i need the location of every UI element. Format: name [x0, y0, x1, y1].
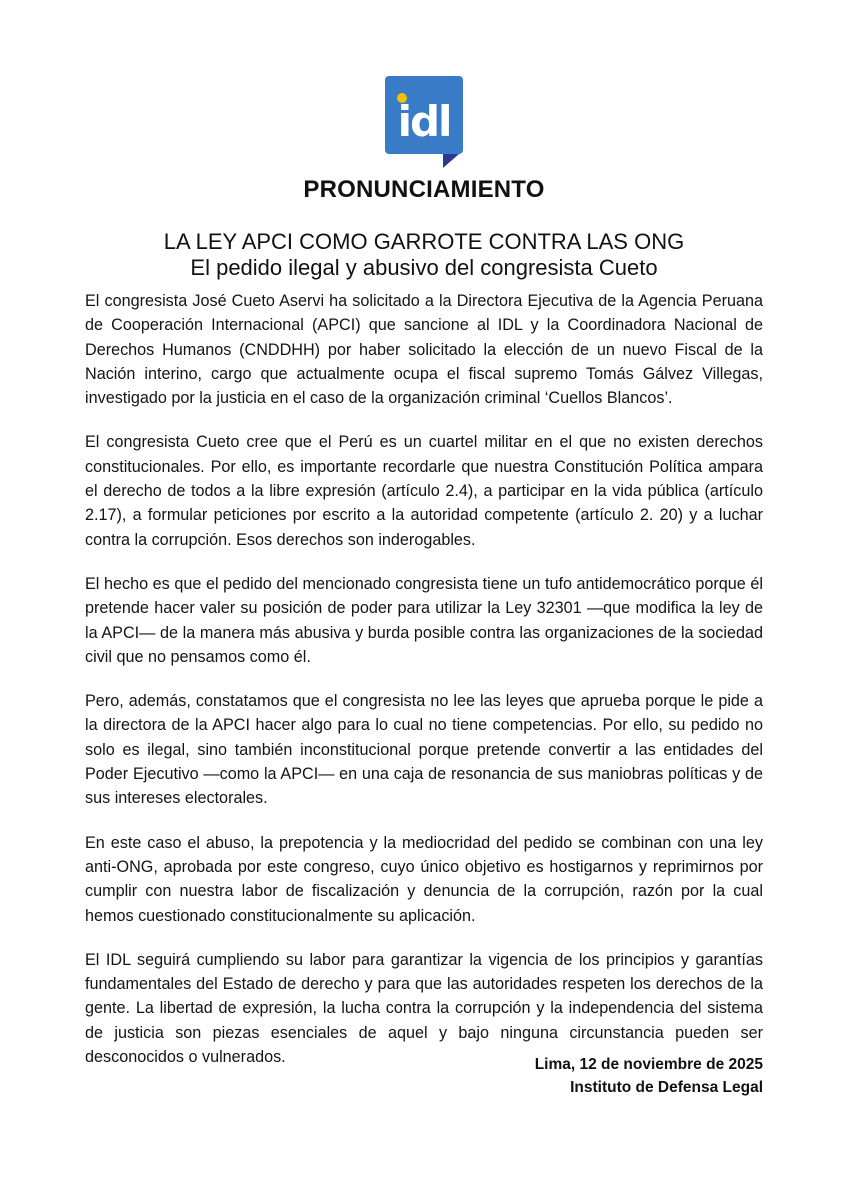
document-heading: PRONUNCIAMIENTO [303, 176, 545, 203]
signature-organization: Instituto de Defensa Legal [570, 1079, 763, 1096]
paragraph-3: El hecho es que el pedido del mencionado congresista tiene un tufo antidemocrático porque él pretende hacer valer su posición de poder para utilizar la Ley 32301 —que modifica la ley de la APCI— de la manera más abusiva y burda posible contra las organizaciones de la sociedad civil que no pensamos como él. [85, 574, 763, 666]
title-line-1: LA LEY APCI COMO GARROTE CONTRA LAS ONG [163, 229, 685, 254]
paragraph-4: Pero, además, constatamos que el congresista no lee las leyes que aprueba porque le pide a la directora de la APCI hacer algo para lo cual no tiene competencias. Por ello, su pedido no solo es ilegal, sino también inconstitucional porque pretende convertir a las entidades del Poder Ejecutivo —como la APCI— en una caja de resonancia de sus maniobras políticas y de sus intereses electorales. [85, 692, 763, 808]
title-line-2: El pedido ilegal y abusivo del congresista Cueto [190, 255, 658, 280]
logo-text: idl [397, 97, 451, 146]
logo-tail [443, 154, 459, 168]
document-title [0, 229, 848, 281]
paragraph-6: El IDL seguirá cumpliendo su labor para garantizar la vigencia de los principios y garantías fundamentales del Estado de derecho y para que las autoridades respeten los derechos de la gente. La libertad de expresión, la lucha contra la corrupción y la independencia del sistema de justicia son piezas esenciales de aquel y bajo ninguna circunstancia pueden ser desconocidos o vulnerados. [85, 950, 763, 1067]
paragraph-1: El congresista José Cueto Aservi ha solicitado a la Directora Ejecutiva de la Agencia Peruana de Cooperación Internacional (APCI) que sancione al IDL y la Coordinadora Nacional de Derechos Humanos (CNDDHH) por haber solicitado la elección de un nuevo Fiscal de la Nación interino, cargo que actualmente ocupa el fiscal supremo Tomás Gálvez Villegas, investigado por la justicia en el caso de la organización criminal ‘Cuellos Blancos’. [85, 292, 763, 408]
signature-place-date: Lima, 12 de noviembre de 2025 [534, 1056, 763, 1073]
idl-logo [385, 76, 463, 168]
document-body [85, 289, 763, 1089]
paragraph-5: En este caso el abuso, la prepotencia y la mediocridad del pedido se combinan con una ley anti-ONG, aprobada por este congreso, cuyo único objetivo es hostigarnos y reprimirnos por cumplir con nuestra labor de fiscalización y denuncia de la corrupción, razón por la cual hemos cuestionado constitucionalmente su aplicación. [85, 833, 763, 925]
paragraph-2: El congresista Cueto cree que el Perú es un cuartel militar en el que no existen derechos constitucionales. Por ello, es importante recordarle que nuestra Constitución Política ampara el derecho de todos a la libre expresión (artículo 2.4), a participar en la vida pública (artículo 2.17), a formular peticiones por escrito a la autoridad competente (artículo 2. 20) y a luchar contra la corrupción. Esos derechos son inderogables. [85, 433, 763, 549]
signature-block [535, 1053, 763, 1099]
